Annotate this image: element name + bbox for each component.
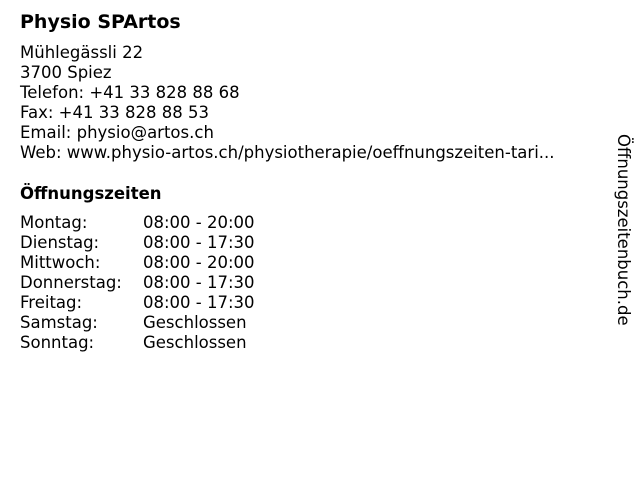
day-label: Sonntag: [20,333,95,352]
phone-number[interactable]: +41 33 828 88 68 [89,83,240,102]
web-link[interactable]: www.physio-artos.ch/physiotherapie/oeffnungszeiten-tari... [66,143,555,162]
day-label: Freitag: [20,293,83,312]
phone-line [20,83,555,103]
phone-label: Telefon: [20,83,85,102]
time-value: 08:00 - 17:30 [143,273,255,292]
time-value: 08:00 - 20:00 [143,253,255,272]
time-value: 08:00 - 17:30 [143,293,255,312]
time-value: 08:00 - 17:30 [143,233,255,252]
hours-row-saturday [20,313,255,333]
time-value: Geschlossen [143,313,247,332]
web-line [20,143,555,163]
email-line [20,123,555,143]
hours-row-monday [20,213,255,233]
email-link[interactable]: physio@artos.ch [76,123,214,142]
fax-label: Fax: [20,103,54,122]
city-address: 3700 Spiez [20,63,112,82]
hours-row-thursday [20,273,255,293]
hours-row-friday [20,293,255,313]
hours-row-sunday [20,333,255,353]
contact-block [20,43,555,163]
web-label: Web: [20,143,62,162]
day-label: Montag: [20,213,88,232]
day-label: Mittwoch: [20,253,101,272]
business-name: Physio SPArtos [20,11,181,33]
street-address: Mühlegässli 22 [20,43,144,62]
fax-number: +41 33 828 88 53 [58,103,209,122]
hours-row-tuesday [20,233,255,253]
day-label: Dienstag: [20,233,100,252]
day-label: Donnerstag: [20,273,122,292]
fax-line [20,103,555,123]
day-label: Samstag: [20,313,98,332]
time-value: Geschlossen [143,333,247,352]
opening-hours-list [20,213,255,353]
hours-row-wednesday [20,253,255,273]
side-brand-text: Öffnungszeitenbuch.de [614,134,633,326]
email-label: Email: [20,123,72,142]
opening-hours-heading: Öffnungszeiten [20,184,162,203]
time-value: 08:00 - 20:00 [143,213,255,232]
